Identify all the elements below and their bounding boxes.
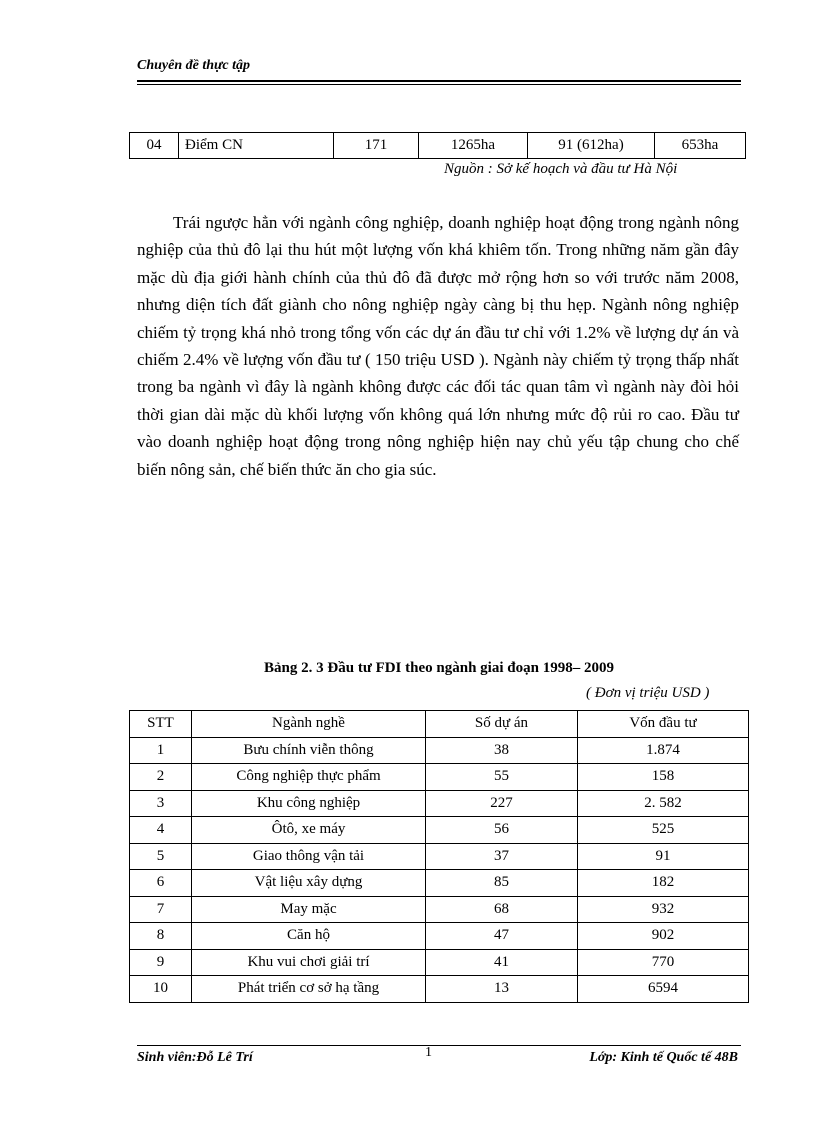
table-cell: 13 <box>426 976 578 1003</box>
table-row <box>130 843 749 870</box>
table-row <box>130 949 749 976</box>
table-caption: Bảng 2. 3 Đầu tư FDI theo ngành giai đoạn 1998– 2009 <box>264 660 614 676</box>
industrial-zone-table <box>129 132 746 159</box>
table-cell: 1265ha <box>419 133 528 159</box>
table-cell: 10 <box>130 976 192 1003</box>
table-cell: 932 <box>578 896 749 923</box>
header-cell: STT <box>130 711 192 738</box>
table-cell: 91 (612ha) <box>528 133 655 159</box>
table-cell: 2 <box>130 764 192 791</box>
source-note: Nguồn : Sở kế hoạch và đầu tư Hà Nội <box>444 161 678 177</box>
table-cell: 55 <box>426 764 578 791</box>
header-rule-thin <box>137 84 741 85</box>
body-paragraph: Trái ngược hẳn với ngành công nghiệp, doanh nghiệp hoạt động trong ngành nông nghiệp của thủ đô lại thu hút một lượng vốn khá khiêm tốn. Trong những năm gần đây mặc dù địa giới hành chính của thủ đô đã được mở rộng hơn so với trước năm 2008, nhưng diện tích đất giành cho nông nghiệp ngày càng bị thu hẹp. Ngành nông nghiệp chiếm tỷ trọng khá nhỏ trong tổng vốn các dự án đầu tư chỉ với 1.2% về lượng dự án và chiếm 2.4% về lượng vốn đầu tư ( 150 triệu USD ). Ngành này chiếm tỷ trọng thấp nhất trong ba ngành vì đây là ngành không được các đối tác quan tâm vì ngành này đòi hỏi thời gian dài mặc dù khối lượng vốn không quá lớn nhưng mức độ rủi ro cao. Đầu tư vào doanh nghiệp hoạt động trong nông nghiệp hiện nay chủ yếu tập chung cho chế biến nông sản, chế biến thức ăn cho gia súc. <box>137 213 739 479</box>
table-cell: 38 <box>426 737 578 764</box>
table-row <box>130 870 749 897</box>
table-cell: 6 <box>130 870 192 897</box>
table-row <box>130 976 749 1003</box>
table-row <box>130 817 749 844</box>
table-header-row <box>130 711 749 738</box>
table-cell: 182 <box>578 870 749 897</box>
table-cell: 653ha <box>655 133 746 159</box>
table-cell: 8 <box>130 923 192 950</box>
table-cell: Ôtô, xe máy <box>192 817 426 844</box>
table-cell: 5 <box>130 843 192 870</box>
table-row <box>130 923 749 950</box>
table-cell: 6594 <box>578 976 749 1003</box>
table-cell: Điểm CN <box>179 133 334 159</box>
table-cell: 1.874 <box>578 737 749 764</box>
table-cell: Bưu chính viễn thông <box>192 737 426 764</box>
footer-rule <box>137 1045 741 1046</box>
table-cell: 68 <box>426 896 578 923</box>
table-cell: 158 <box>578 764 749 791</box>
page-number: 1 <box>425 1045 432 1060</box>
table-cell: 4 <box>130 817 192 844</box>
table-cell: 902 <box>578 923 749 950</box>
footer-class: Lớp: Kinh tế Quốc tế 48B <box>589 1050 738 1065</box>
table-cell: 41 <box>426 949 578 976</box>
table-cell: Khu công nghiệp <box>192 790 426 817</box>
table-cell: 91 <box>578 843 749 870</box>
table-row <box>130 790 749 817</box>
table-cell: 9 <box>130 949 192 976</box>
header-cell: Ngành nghề <box>192 711 426 738</box>
table-cell: Giao thông vận tải <box>192 843 426 870</box>
header-cell: Vốn đầu tư <box>578 711 749 738</box>
header-cell: Số dự án <box>426 711 578 738</box>
table-cell: 85 <box>426 870 578 897</box>
header-rule <box>137 80 741 82</box>
table-cell: 04 <box>130 133 179 159</box>
fdi-table <box>129 710 749 1003</box>
table-row <box>130 133 746 159</box>
table-cell: 171 <box>334 133 419 159</box>
table-cell: Công nghiệp thực phẩm <box>192 764 426 791</box>
table-cell: 37 <box>426 843 578 870</box>
table-cell: 227 <box>426 790 578 817</box>
table-cell: May mặc <box>192 896 426 923</box>
table-cell: 7 <box>130 896 192 923</box>
table-cell: 2. 582 <box>578 790 749 817</box>
table-cell: Phát triển cơ sở hạ tầng <box>192 976 426 1003</box>
table-row <box>130 896 749 923</box>
table-row <box>130 737 749 764</box>
footer-student: Sinh viên:Đỗ Lê Trí <box>137 1050 253 1065</box>
table-cell: 1 <box>130 737 192 764</box>
table-unit: ( Đơn vị triệu USD ) <box>586 685 710 701</box>
table-cell: 56 <box>426 817 578 844</box>
table-cell: 47 <box>426 923 578 950</box>
table-row <box>130 764 749 791</box>
table-cell: Căn hộ <box>192 923 426 950</box>
header-title: Chuyên đề thực tập <box>137 58 251 73</box>
table-cell: 770 <box>578 949 749 976</box>
table-cell: Vật liệu xây dựng <box>192 870 426 897</box>
table-cell: 525 <box>578 817 749 844</box>
table-cell: 3 <box>130 790 192 817</box>
table-cell: Khu vui chơi giải trí <box>192 949 426 976</box>
